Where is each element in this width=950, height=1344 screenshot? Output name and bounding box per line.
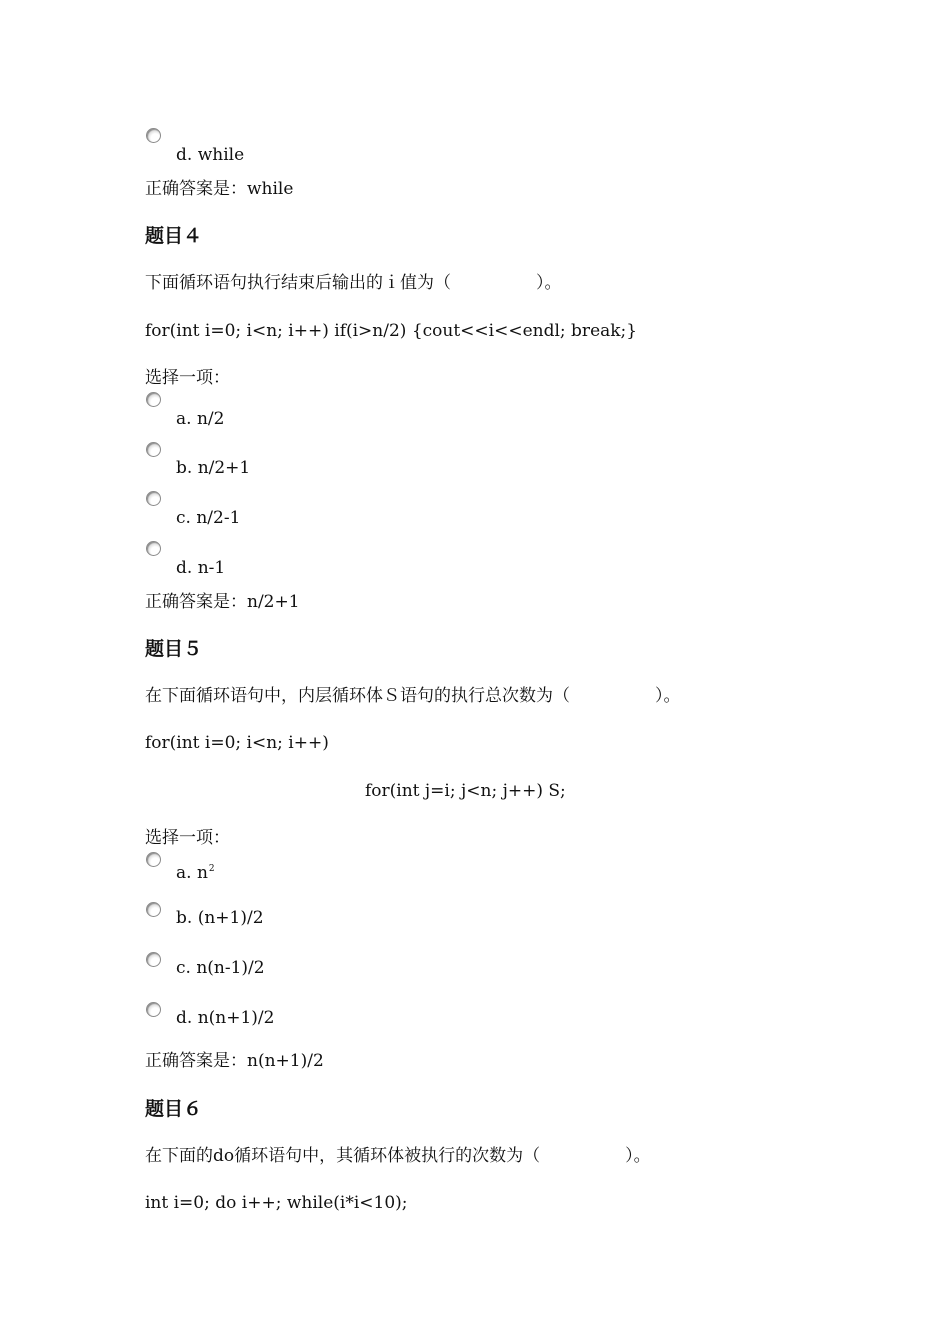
radio-q4-c[interactable] (146, 491, 161, 506)
radio-q5-a[interactable] (146, 852, 161, 867)
question-5-title: 题目５ (145, 638, 203, 660)
option-q5-c: c. n(n-1)/2 (176, 958, 265, 978)
radio-q5-c[interactable] (146, 952, 161, 967)
option-q5-a-exponent: 2 (208, 864, 215, 874)
option-q4-a: a. n/2 (176, 409, 225, 429)
option-q3-d: d. while (176, 145, 245, 165)
radio-q4-a[interactable] (146, 392, 161, 407)
option-q4-b: b. n/2+1 (176, 458, 251, 478)
correct-answer-q3: 正确答案是：while (145, 179, 294, 199)
question-4-prompt: 下面循环语句执行结束后输出的ｉ值为（ ）。 (145, 273, 562, 293)
radio-q5-b[interactable] (146, 902, 161, 917)
option-q5-d: d. n(n+1)/2 (176, 1008, 275, 1028)
question-5-choose-label: 选择一项： (145, 828, 230, 848)
question-4-code: for(int i=0; i<n; i++) if(i>n/2) {cout<<i<<endl; break;} (145, 321, 638, 341)
question-6-prompt: 在下面的do循环语句中，其循环体被执行的次数为（ ）。 (145, 1146, 651, 1166)
question-5-code-line-2: for(int j=i; j<n; j++) S; (365, 781, 566, 801)
question-5-prompt: 在下面循环语句中，内层循环体Ｓ语句的执行总次数为（ ）。 (145, 686, 681, 706)
option-q4-d: d. n-1 (176, 558, 226, 578)
question-5-code-line-1: for(int i=0; i<n; i++) (145, 733, 329, 753)
question-6-code: int i=0; do i++; while(i*i<10); (145, 1193, 408, 1213)
radio-q3-d[interactable] (146, 128, 161, 143)
question-4-choose-label: 选择一项： (145, 368, 230, 388)
option-q4-c: c. n/2-1 (176, 508, 241, 528)
option-q5-a (176, 859, 215, 883)
question-6-title: 题目６ (145, 1098, 203, 1120)
option-q5-a-text: a. n (176, 863, 208, 883)
correct-answer-q5: 正确答案是：n(n+1)/2 (145, 1051, 324, 1071)
radio-q5-d[interactable] (146, 1002, 161, 1017)
option-q5-b: b. (n+1)/2 (176, 908, 264, 928)
question-4-title: 题目４ (145, 225, 203, 247)
radio-q4-b[interactable] (146, 442, 161, 457)
correct-answer-q4: 正确答案是：n/2+1 (145, 592, 300, 612)
radio-q4-d[interactable] (146, 541, 161, 556)
